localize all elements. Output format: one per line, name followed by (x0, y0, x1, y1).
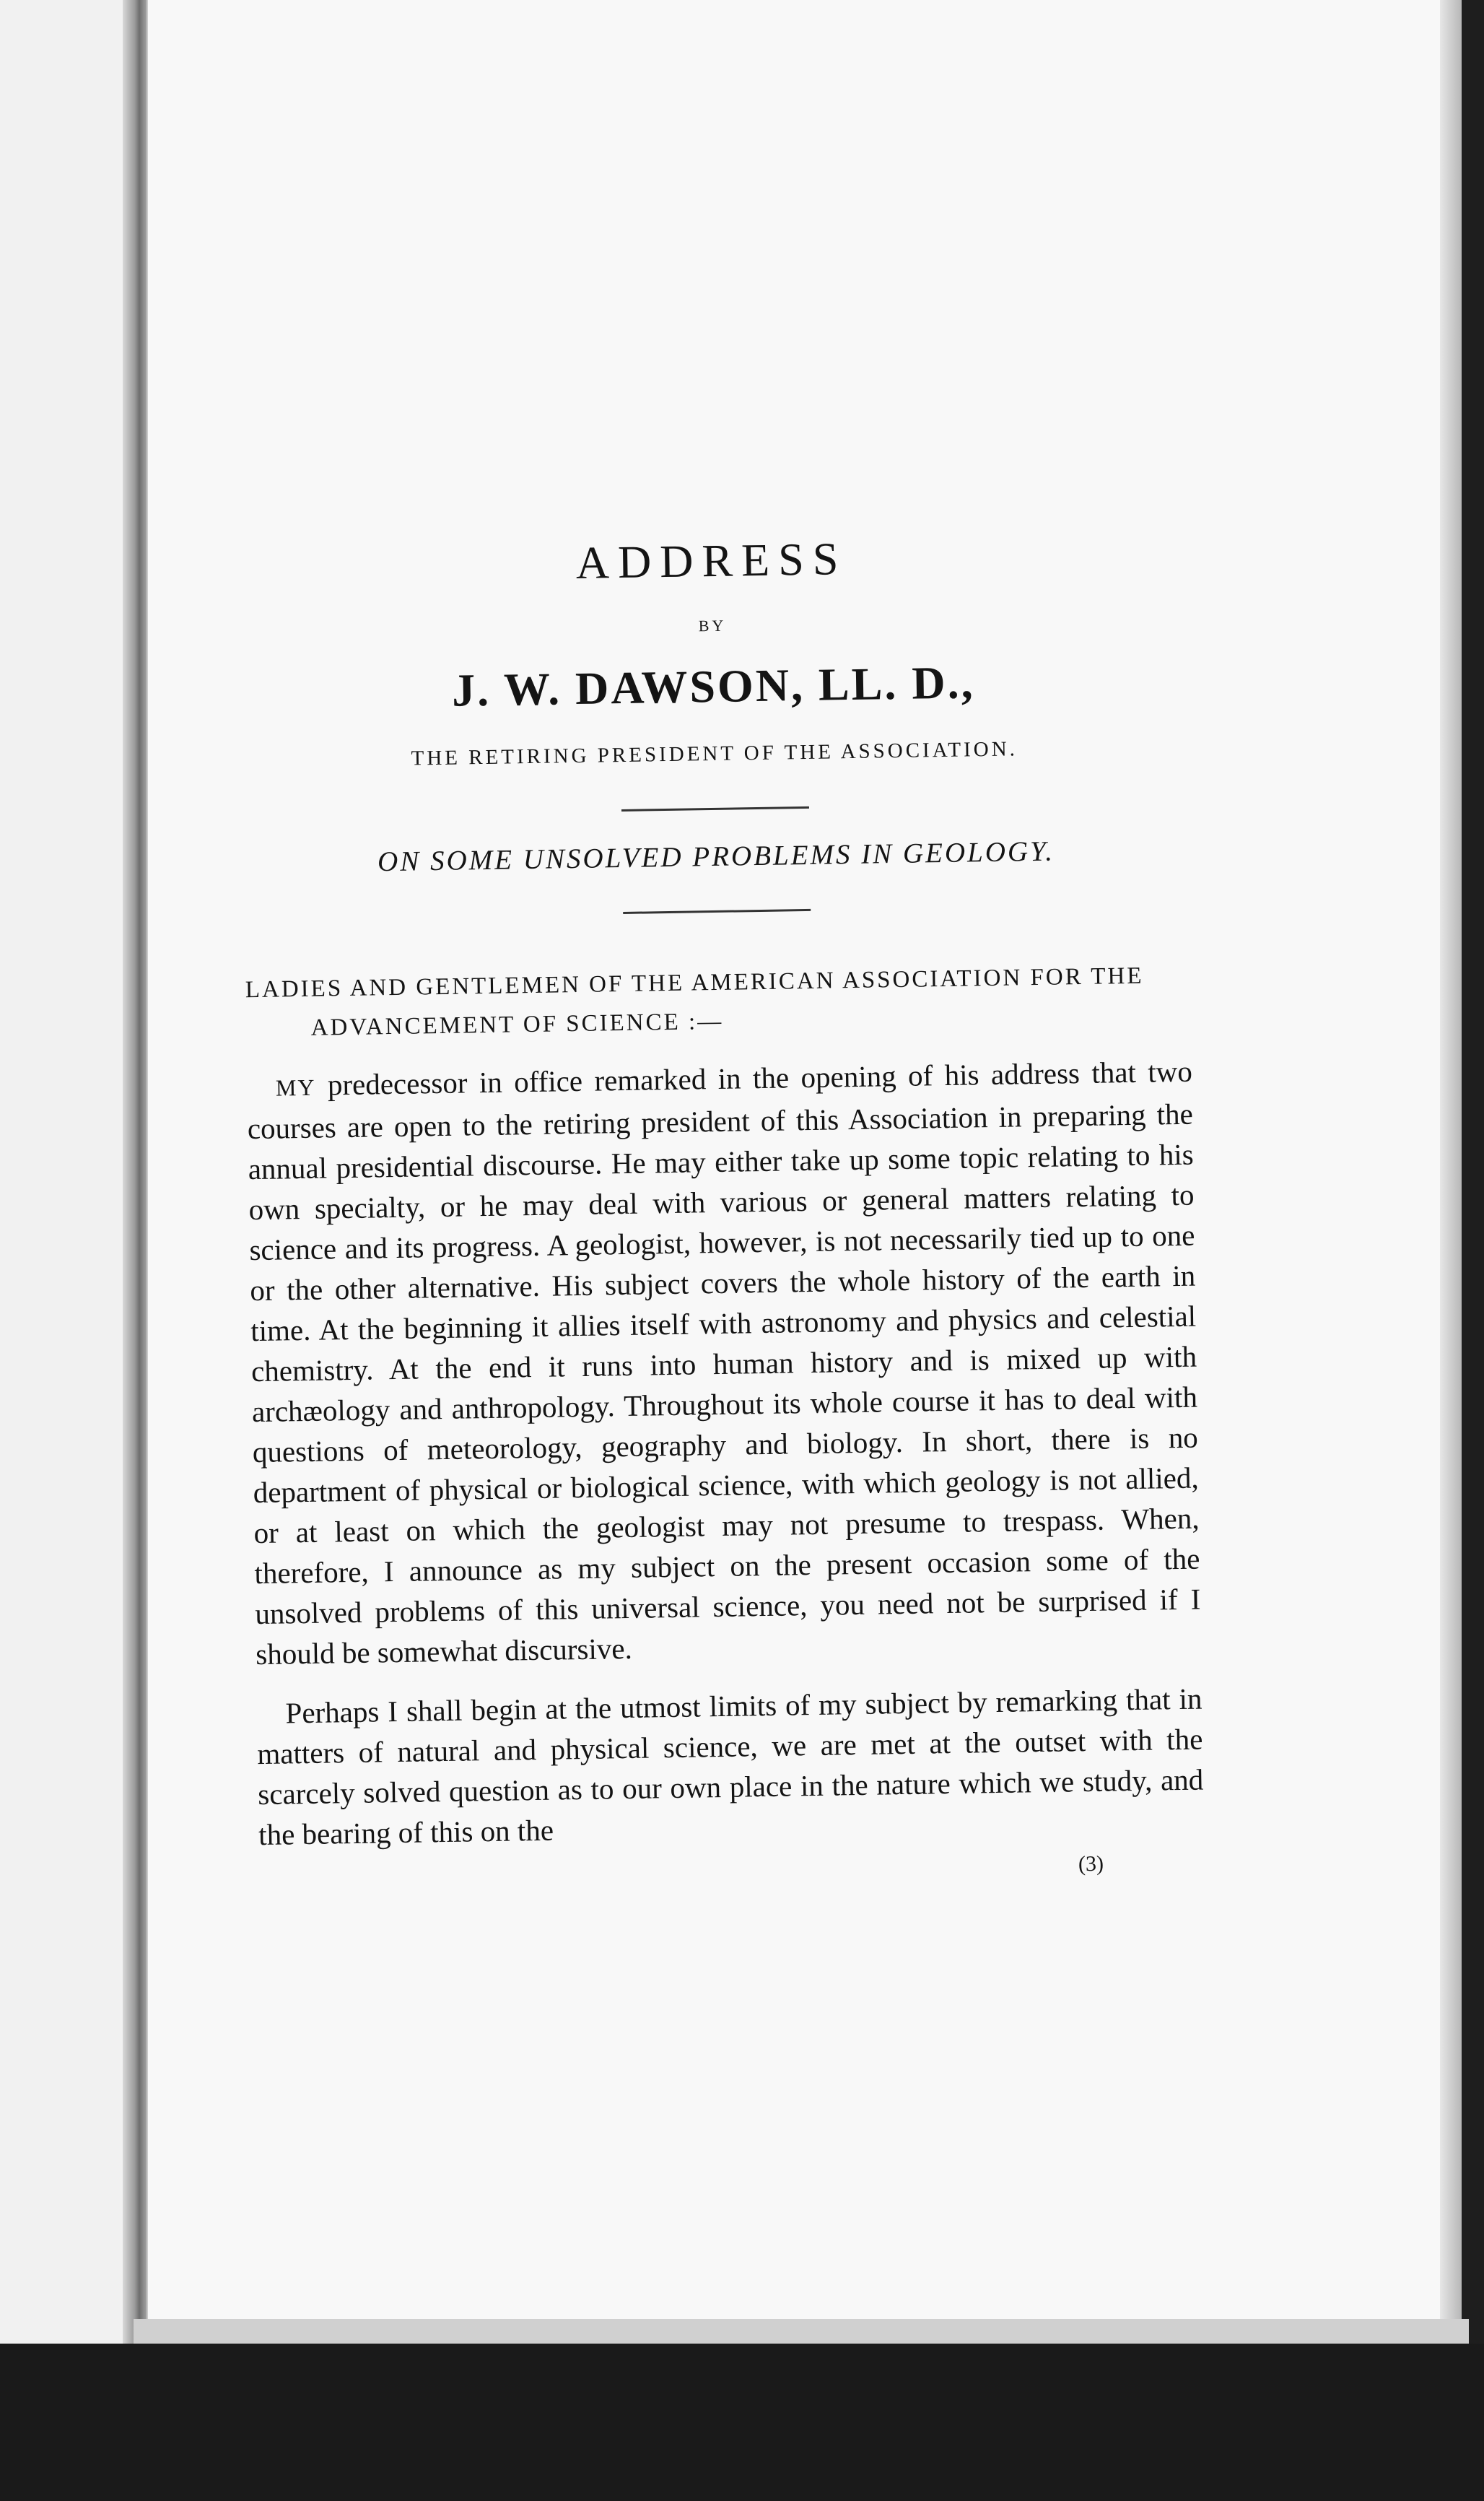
page-bottom-edge (134, 2319, 1469, 2344)
author-affiliation: THE RETIRING PRESIDENT OF THE ASSOCIATION. (411, 737, 1018, 770)
page-edge-shadow (1440, 0, 1462, 2332)
salutation-line-1: LADIES AND GENTLEMEN OF THE AMERICAN ASSOCIATION FOR THE (245, 962, 1144, 1004)
section-divider (621, 806, 809, 812)
author-name: J. W. DAWSON, LL. D., (451, 656, 976, 716)
paragraph-2: Perhaps I shall begin at the utmost limits of my subject by remarking that in matters of natural and physical science, we are met at the outset with the scarcely solved question as to our own place in the nature which we study, and the bearing of this on the (257, 1682, 1204, 1851)
salutation (245, 959, 1191, 1047)
section-divider (623, 909, 811, 914)
byline-label: BY (698, 616, 727, 635)
salutation-line-2: ADVANCEMENT OF SCIENCE :— (310, 1008, 724, 1041)
paragraph-1 (246, 1051, 1201, 1674)
paragraph-1-text: predecessor in office remarked in the opening of his address that two courses are open to the retiring president of this Association in preparing the annual presidential discourse. He may either take up some topic relating to his own specialty, or he may deal with various or general matters relating to science and its progress. A geologist, however, is not necessarily tied up to one or the other alternative. His subject covers the whole history of the earth in time. At the beginning it allies itself with astronomy and physics and celestial chemistry. At the end it runs into human history and is mixed up with archæology and anthropology. Throughout its whole course it has to deal with questions of meteorology, geography and biology. In short, there is no department of physical or biological science, with which geology is not allied, or at least on which the geologist may not presume to trespass. When, therefore, I announce as my subject on the present occasion some of the unsolved problems of this universal science, you need not be surprised if I should be somewhat discursive. (247, 1054, 1201, 1671)
address-subject: ON SOME UNSOLVED PROBLEMS IN GEOLOGY. (377, 835, 1055, 878)
page-number: (3) (1078, 1851, 1104, 1876)
facing-page-strip (0, 0, 141, 2375)
paragraph-1-first-word: MY (275, 1074, 316, 1101)
scan-bed-dark-area (0, 2344, 1484, 2501)
page-content (238, 527, 1205, 1889)
document-title: ADDRESS (575, 533, 847, 588)
